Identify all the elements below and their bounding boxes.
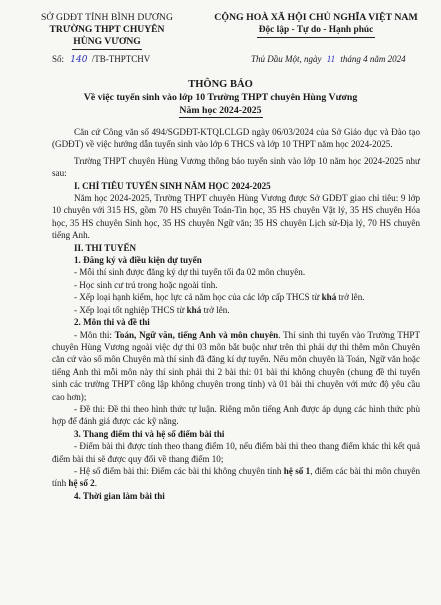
condition-item-3-pre: - Xếp loại hạnh kiểm, học lực cả năm học của các lớp cấp THCS từ: [74, 292, 322, 303]
title-underline: [179, 117, 263, 118]
score-weight-post: .: [94, 478, 97, 489]
condition-item-4-bold: khá: [186, 304, 202, 315]
exam-format-paragraph: - Đề thi: Đề thi theo hình thức tự luận. Riêng môn tiếng Anh được áp dụng các hình thức phù hợp để đánh giá được các kỹ năng.: [52, 403, 420, 427]
condition-item-3-bold: khá: [321, 292, 337, 303]
national-motto: Độc lập - Tự do - Hạnh phúc: [258, 25, 374, 35]
intro-paragraph-2: Trường THPT chuyên Hùng Vương thông báo tuyển sinh vào lớp 10 năm học 2024-2025 như sau:: [52, 155, 420, 179]
score-weight-pre: - Hệ số điểm bài thi: Điểm các bài thi không chuyên tính: [74, 465, 284, 476]
school-year-text: Năm học 2024-2025: [179, 105, 262, 116]
exam-subjects-bold: Toán, Ngữ văn, tiếng Anh và môn chuyên: [114, 329, 279, 340]
score-weight-bold-1: hệ số 1: [283, 465, 311, 476]
place-date: [251, 54, 406, 64]
exam-subjects-post: . Thí sinh thi tuyển vào Trường THPT chuyên Hùng Vương ngoài việc dự thi 03 môn bắt buộc như trên thì phải dự thi thêm môn Chuyên căn cứ vào số môn Chuyên mà thí sinh đã đăng kí dự tuyển. Nếu môn chuyên là Toán, Ngữ văn hoặc tiếng Anh thì mỗi môn này thí sinh phải thi 2 bài thi: 01 bài thi không chuyên (chung đề thi tuyển sinh các trường THPT công lập không chuyên trong tỉnh) và 01 bài thi chuyên với mức độ yêu cầu cao hơn);: [52, 329, 420, 402]
section-1-heading: I. CHỈ TIÊU TUYỂN SINH NĂM HỌC 2024-2025: [74, 180, 271, 191]
agency-name: SỞ GDĐT TỈNH BÌNH DƯƠNG: [41, 12, 173, 23]
doc-title: THÔNG BÁO: [188, 79, 253, 90]
exam-subjects-paragraph: [52, 329, 420, 403]
score-weight-mid: , điểm các bài thi môn chuyên tính: [52, 465, 420, 489]
condition-item-1: - Mỗi thí sinh được đăng ký dự thi tuyển tối đa 02 môn chuyên.: [74, 267, 306, 278]
condition-item-2: - Học sinh cư trú trong hoặc ngoài tỉnh.: [74, 279, 218, 290]
exam-subjects-pre: - Môn thi:: [74, 329, 115, 340]
docno-suffix: /TB-THPTCHV: [91, 54, 151, 64]
condition-item-4-pre: - Xếp loại tốt nghiệp THCS từ: [74, 304, 187, 315]
school-name-line1: TRƯỜNG THPT CHUYÊN: [49, 24, 165, 35]
subsection-4-heading: 4. Thời gian làm bài thi: [74, 490, 165, 501]
score-weight-bold-2: hệ số 2: [68, 478, 95, 489]
subsection-1-heading: 1. Đăng ký và điều kiện dự tuyển: [74, 255, 202, 266]
issuer-header: [12, 12, 202, 50]
docno-label: Số:: [52, 54, 65, 64]
header-underline: [72, 49, 142, 50]
section-2-heading: II. THI TUYỂN: [74, 242, 137, 253]
score-scale-paragraph: - Điểm bài thi được tính theo thang điểm 10, nếu điểm bài thi theo thang điểm khác thì kết quả điểm bài thi sẽ được quy đổi về thang điểm 10;: [52, 441, 420, 464]
document-number: [52, 54, 150, 65]
subsection-2-heading: 2. Môn thi và đề thi: [74, 317, 150, 328]
date-day-handwritten: 11: [326, 54, 336, 64]
condition-item-3-post: trở lên.: [336, 292, 365, 303]
country-name: CỘNG HOÀ XÃ HỘI CHỦ NGHĨA VIỆT NAM: [214, 12, 418, 23]
school-name-line2: HÙNG VƯƠNG: [73, 36, 141, 47]
subsection-3-heading: 3. Thang điểm thi và hệ số điểm bài thi: [74, 428, 225, 439]
doc-school-year: [0, 105, 441, 118]
score-weight-paragraph: [52, 465, 420, 490]
place-suffix: tháng 4 năm 2024: [340, 54, 406, 64]
doc-subject: Về việc tuyển sinh vào lớp 10 Trường THPT chuyên Hùng Vương: [83, 92, 358, 103]
motto-underline: [257, 37, 375, 38]
intro-paragraph-1: Căn cứ Công văn số 494/SGDĐT-KTQLCLGD ngày 06/03/2024 của Sở Giáo dục và Đào tạo (GDĐT) về việc hướng dẫn tuyển sinh vào lớp 6 THCS và lớp 10 THPT năm học 2024-2025.: [52, 127, 420, 150]
place-prefix: Thủ Dầu Một, ngày: [251, 54, 322, 64]
national-header: [196, 12, 436, 38]
condition-item-4-post: trở lên.: [201, 304, 230, 315]
condition-item-3: [52, 291, 420, 303]
docno-handwritten: 140: [70, 55, 88, 65]
condition-item-4: [52, 304, 420, 316]
document-body: [52, 126, 420, 502]
section-1-text: Năm học 2024-2025, Trường THPT chuyên Hùng Vương được Sở GDĐT giao chỉ tiêu: 9 lớp 10 chuyên với 315 HS, gồm 70 HS chuyên Toán-Tin học, 35 HS chuyên Vật lý, 35 HS chuyên Hóa học, 35 HS chuyên Sinh học, 35 HS chuyên Ngữ văn; 35 HS chuyên Lịch sử-Địa lý, 70 HS chuyên tiếng Anh.: [52, 193, 420, 241]
